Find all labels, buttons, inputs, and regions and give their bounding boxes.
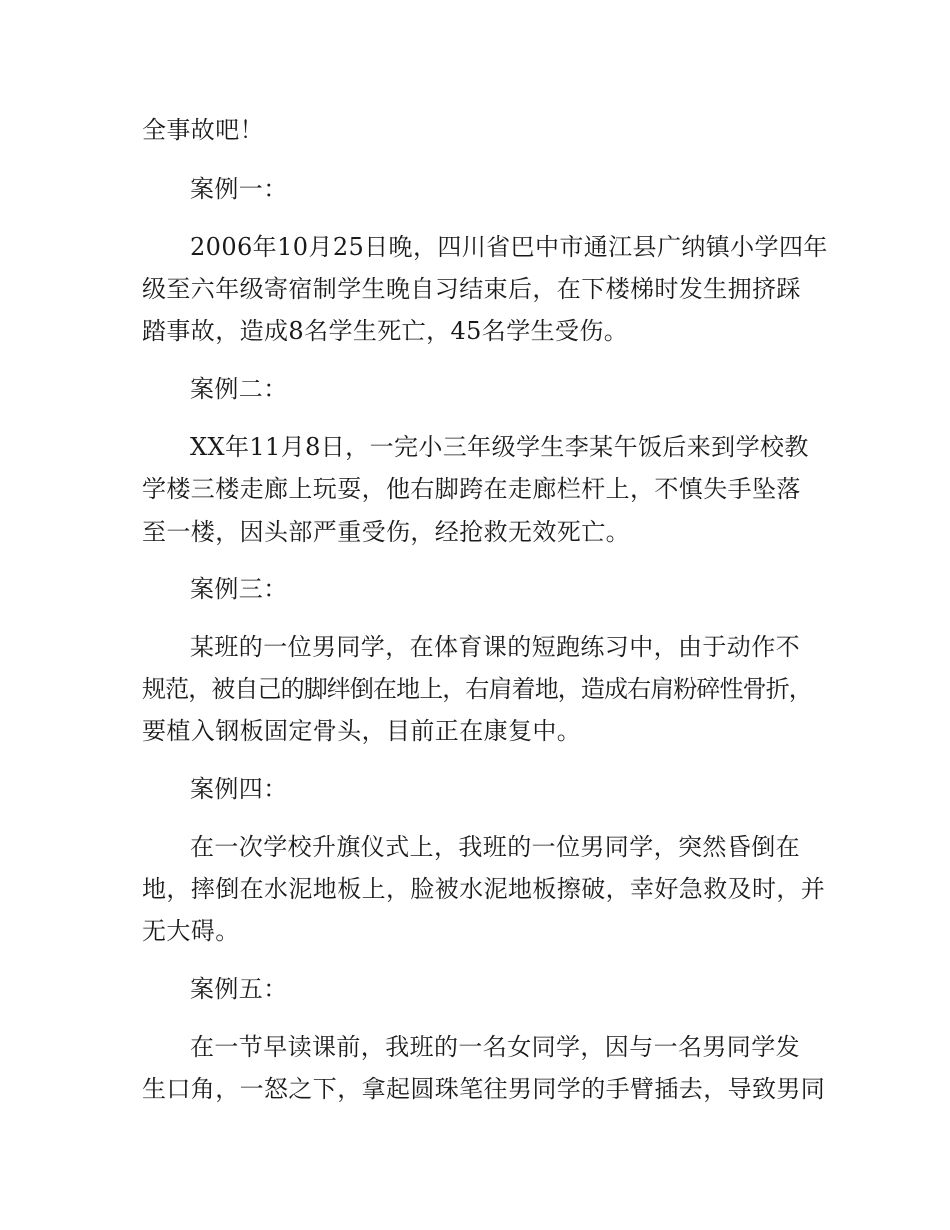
text-line: 踏事故，造成8名学生死亡，45名学生受伤。 xyxy=(142,317,629,345)
text-line: 规范，被自己的脚绊倒在地上，右肩着地，造成右肩粉碎性骨折， xyxy=(142,675,812,703)
text-line: 要植入钢板固定骨头，目前正在康复中。 xyxy=(142,717,582,745)
text-line: XX年11月8日，一完小三年级学生李某午饭后来到学校教 xyxy=(190,433,809,461)
text-line: 地，摔倒在水泥地板上，脸被水泥地板擦破，幸好急救及时，并 xyxy=(142,875,826,903)
case-heading: 案例一： xyxy=(190,175,288,203)
text-line: 生口角，一怒之下，拿起圆珠笔往男同学的手臂插去，导致男同 xyxy=(142,1075,826,1103)
text-line: 在一节早读课前，我班的一名女同学，因与一名男同学发 xyxy=(190,1033,800,1061)
text-line: 无大碍。 xyxy=(142,917,240,945)
case-heading: 案例四： xyxy=(190,775,288,803)
text-line: 某班的一位男同学，在体育课的短跑练习中，由于动作不 xyxy=(190,633,800,661)
case-heading: 案例二： xyxy=(190,375,288,403)
case-heading: 案例五： xyxy=(190,975,288,1003)
text-line: 至一楼，因头部严重受伤，经抢救无效死亡。 xyxy=(142,518,630,546)
text-line: 2006年10月25日晚，四川省巴中市通江县广纳镇小学四年 xyxy=(190,233,828,261)
text-line: 全事故吧！ xyxy=(142,116,264,144)
text-line: 在一次学校升旗仪式上，我班的一位男同学，突然昏倒在 xyxy=(190,833,800,861)
case-heading: 案例三： xyxy=(190,575,288,603)
text-line: 级至六年级寄宿制学生晚自习结束后，在下楼梯时发生拥挤踩 xyxy=(142,275,801,303)
text-line: 学楼三楼走廊上玩耍，他右脚跨在走廊栏杆上，不慎失手坠落 xyxy=(142,475,801,503)
